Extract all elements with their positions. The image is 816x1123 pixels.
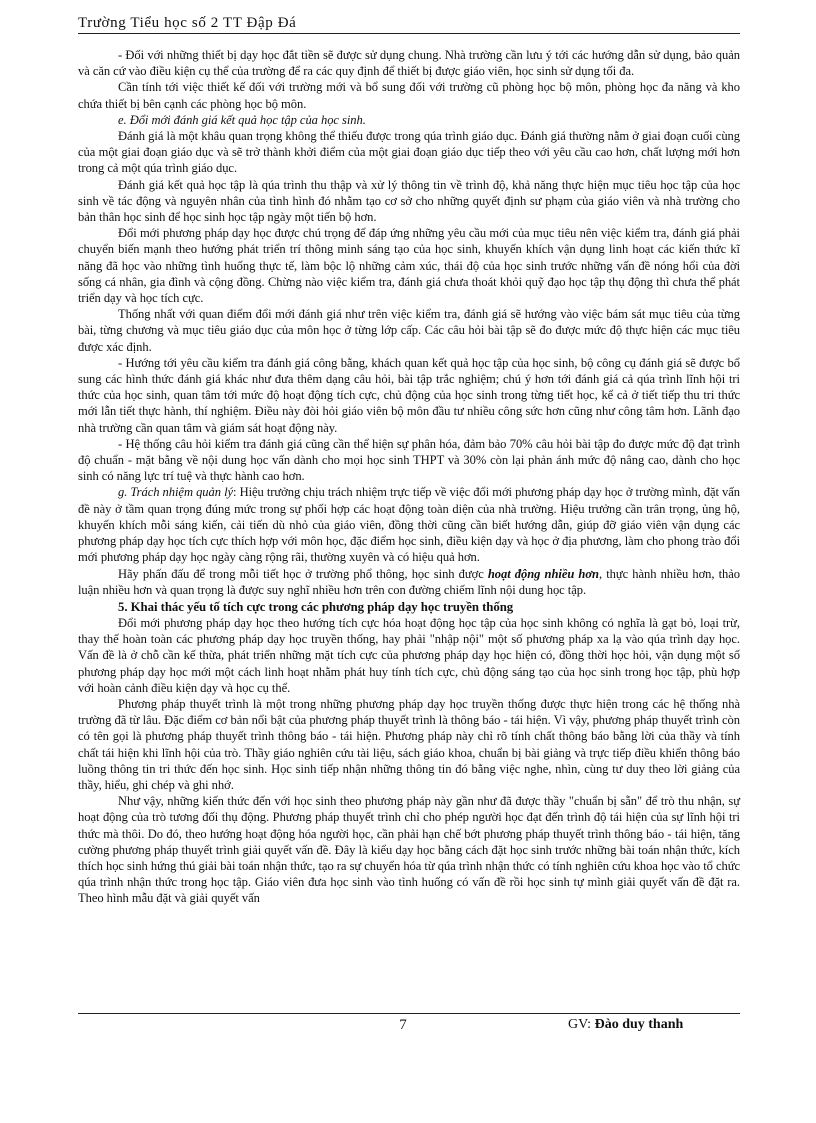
bullet-paragraph: - Hướng tới yêu cầu kiểm tra đánh giá công bằng, khách quan kết quả học tập của học sinh, bộ công cụ đánh giá sẽ được bổ sung các hình thức đánh giá khác như đưa thêm dạng câu hỏi, bài tập trắc nghiệm; chú ý hơn tới đánh giá cả qúa trình lĩnh hội tri thức của học sinh, quan tâm tới mức độ hoạt động tích cực, chủ động của học sinh trong từng tiết học, kể cả ở tiết tiếp thu tri thức mới lẫn tiết thực hành, thí nghiệm. Điều này đòi hỏi giáo viên bộ môn đầu tư nhiều công sức hơn cũng như công tâm hơn. Lãnh đạo nhà trường cần quan tâm và giám sát hoạt động này. (78, 355, 740, 435)
paragraph (78, 566, 740, 598)
paragraph: Thống nhất với quan điểm đổi mới đánh giá như trên việc kiểm tra, đánh giá sẽ hướng vào việc bám sát mục tiêu của từng bài, từng chương và mục tiêu giáo dục của môn học ở từng lớp cấp. Các câu hỏi bài tập sẽ đo được mức độ thực hiện các mục tiêu được xác định. (78, 307, 740, 354)
paragraph: Đánh giá là một khâu quan trọng không thể thiếu được trong qúa trình giáo dục. Đánh giá thường nằm ở giai đoạn cuối cùng của một giai đoạn giáo dục và sẽ trở thành khởi điểm của một giai đoạn giáo dục tiếp theo với yêu cầu cao hơn, chất lượng mới hơn trong cả một qúa trình giáo dục. (78, 129, 740, 176)
header-title: Trường Tiểu học số 2 TT Đập Đá (78, 15, 297, 31)
paragraph: Đổi mới phương pháp dạy học được chú trọng để đáp ứng những yêu cầu mới của mục tiêu nên việc kiểm tra, đánh giá phải chuyển biến mạnh theo hướng phát triển trí thông minh sáng tạo của học sinh, khuyến khích vận dụng linh hoạt các kiến thức kĩ năng đã học vào những tình huống thực tế, làm bộc lộ những cảm xúc, thái độ của học sinh trước những vấn đề nóng hổi của đời sống cá nhân, gia đình và cộng đồng. Chừng nào việc kiểm tra, đánh giá chưa thoát khỏi quỹ đạo học tập thụ động thì chưa thể phát triển dạy và học tích cực. (78, 226, 740, 306)
paragraph-text: : Hiệu trưởng chịu trách nhiệm trực tiếp về việc đổi mới phương pháp dạy học ở trường mình, đặt vấn đề này ở tầm quan trọng đúng mức trong sự phối hợp các hoạt động toàn diện của nhà trường. Hiệu trưởng cần trân trọng, ủng hộ, khuyến khích mỗi sáng kiến, cải tiến dù nhỏ của giáo viên, đồng thời cũng cần biết hướng dẫn, giúp đỡ giáo viên vận dụng các phương pháp dạy học tích cực thích hợp với môn học, đặc điểm học sinh, điều kiện dạy và học ở địa phương, làm cho phong trào đổi mới phương pháp dạy học ngày càng rộng rãi, thường xuyên và có hiệu quả hơn. (78, 485, 741, 565)
page-header (78, 14, 740, 34)
subsection-heading: e. Đổi mới đánh giá kết quả học tập của học sinh. (118, 112, 366, 127)
paragraph: Đánh giá kết quả học tập là qúa trình thu thập và xử lý thông tin về trình độ, khả năng thực hiện mục tiêu học tập của học sinh về tác động và nguyên nhân của tình hình đó nhằm tạo cơ sở cho những quyết định sư phạm của giáo viên và nhà trường cho bản thân học sinh để học sinh học tập ngày một tiến bộ hơn. (78, 177, 740, 225)
paragraph: Phương pháp thuyết trình là một trong những phương pháp dạy học truyền thống được thực hiện trong các hệ thống nhà trường đã từ lâu. Đặc điểm cơ bản nổi bật của phương pháp thuyết trình là thông báo - tái hiện. Vì vậy, phương pháp thuyết trình còn có tên gọi là phương pháp thuyết trình thông báo - tái hiện. Phương pháp này chỉ rõ tính chất thông báo bằng lời của thầy và tính chất tái hiện khi lĩnh hội của trò. Thầy giáo nghiên cứu tài liệu, sách giáo khoa, chuẩn bị bài giảng và trực tiếp điều khiển thông báo luồng thông tin tri thức đến học sinh. Học sinh tiếp nhận những thông tin đó bằng việc nghe, nhìn, cùng tư duy theo lời giảng của thầy, hiểu, ghi chép và ghi nhớ. (78, 696, 740, 792)
subsection-label: g. Trách nhiệm quản lý (118, 485, 234, 500)
paragraph: Đổi mới phương pháp dạy học theo hướng tích cực hóa hoạt động học tập của học sinh không có nghĩa là gạt bỏ, loại trừ, thay thế hoàn toàn các phương pháp dạy học truyền thống, hay phải "nhập nội" một số phương pháp xa lạ vào qúa trình dạy học. Vấn đề là ở chỗ cần kế thừa, phát triển những mặt tích cực của phương pháp dạy học hiện có, đồng thời học hỏi, vận dụng một số phương pháp dạy học mới một cách linh hoạt nhằm phát huy tính tích cực, chủ động sáng tạo của học sinh trong học tập, phù hợp với hoàn cảnh điều kiện dạy và học cụ thể. (78, 615, 740, 695)
document-body (78, 47, 740, 907)
paragraph (78, 484, 740, 565)
paragraph: Như vậy, những kiến thức đến với học sinh theo phương pháp này gần như đã được thầy "chuẩn bị sẵn" để trò thu nhận, sự hoạt động của trò tương đối thụ động. Phương pháp thuyết trình chỉ cho phép người học đạt đến trình độ tái hiện của sự lĩnh hội tri thức mà thôi. Do đó, theo hướng hoạt động hóa người học, cần phải hạn chế bớt phương pháp thuyết trình thông báo - tái hiện, tăng cường phương pháp thuyết trình giải quyết vấn đề. Đây là kiểu dạy học bằng cách đặt học sinh trước những bài toán nhận thức, kích thích học sinh hứng thú giải bài toán nhận thức, tạo ra sự chuyển hóa từ qúa trình nhận thức có tính nghiên cứu khoa học vào tổ chức qúa trình nhận thức trong học tập. Giáo viên đưa học sinh vào tình huống có vấn đề rồi học sinh tự mình giải quyết vấn đề đặt ra. Theo hình mẫu đặt và giải quyết vấn (78, 794, 740, 906)
footer-author (568, 1017, 683, 1033)
paragraph-text: , thực hành nhiều hơn, thảo luận nhiều hơn và quan trọng là được suy nghĩ nhiều hơn trên con đường chiếm lĩnh nội dung học tập. (78, 566, 740, 597)
paragraph-text: Hãy phấn đấu để trong mỗi tiết học ở trường phổ thông, học sinh được (118, 566, 488, 581)
footer-divider (78, 1013, 740, 1014)
section-heading: 5. Khai thác yếu tố tích cực trong các phương pháp dạy học truyền thống (118, 599, 514, 614)
paragraph: Cần tính tới việc thiết kế đối với trường mới và bổ sung đối với trường cũ phòng học bộ môn, phòng học đa năng và kho chứa thiết bị bên cạnh các phòng học bộ môn. (78, 80, 740, 111)
emphasis-text: hoạt động nhiều hơn (487, 566, 599, 581)
author-label: GV: (568, 1017, 595, 1032)
bullet-paragraph: - Hệ thống câu hỏi kiểm tra đánh giá cũng cần thể hiện sự phân hóa, đảm bảo 70% câu hỏi bài tập đo được mức độ đạt trình độ chuẩn - mặt bằng về nội dung học vấn dành cho mọi học sinh THPT và 30% còn lại phản ánh mức độ nâng cao, dành cho học sinh có năng lực trí tuệ và thực hành cao hơn. (78, 436, 740, 484)
bullet-paragraph: - Đối với những thiết bị dạy học đắt tiền sẽ được sử dụng chung. Nhà trường cần lưu ý tới các hướng dẫn sử dụng, bảo quản và căn cứ vào điều kiện cụ thể của trường để ra các quy định để thiết bị được giáo viên, học sinh sử dụng tối đa. (78, 48, 740, 79)
author-name: Đào duy thanh (594, 1017, 684, 1032)
page-number: 7 (399, 1017, 407, 1033)
